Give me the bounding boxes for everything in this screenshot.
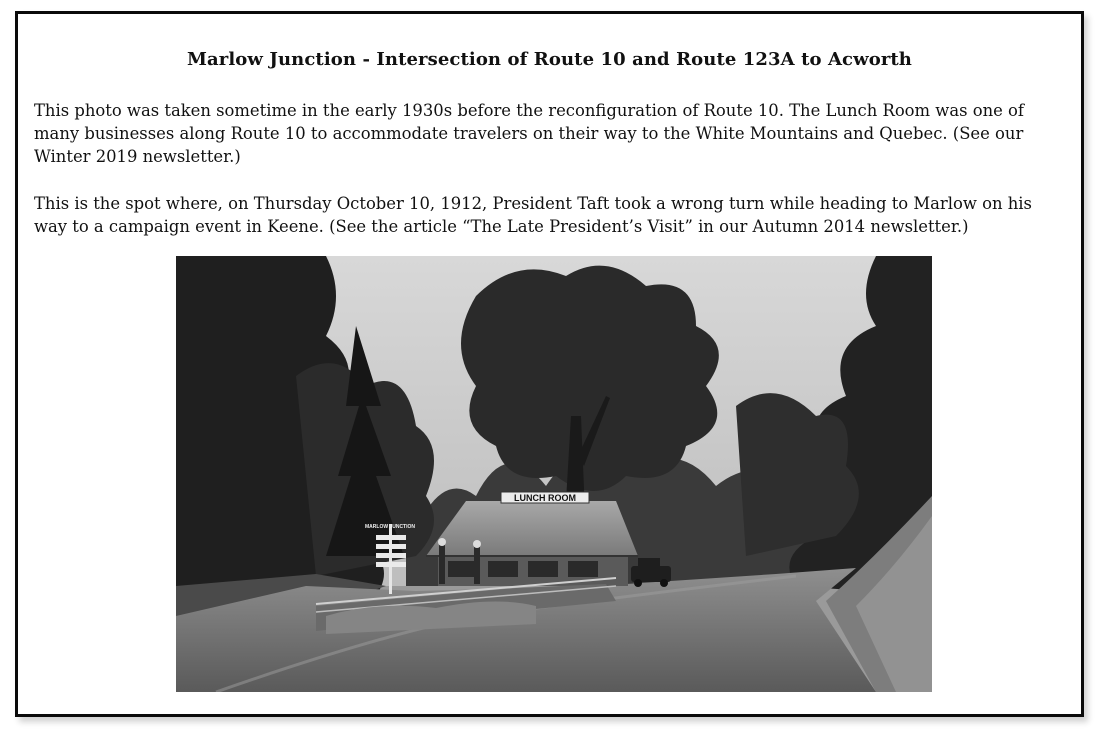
paragraph-taft-visit: This is the spot where, on Thursday October 10, 1912, President Taft took a wrong turn while heading to Marlow on his way to a campaign event in Keene. (See the article “The Late President’s Visit” in our Autumn 2014 newsletter.) — [34, 194, 1032, 236]
signpost-header-text: MARLOW JUNCTION — [365, 524, 415, 530]
historic-photo — [176, 256, 932, 692]
paragraph-photo-description: This photo was taken sometime in the early 1930s before the reconfiguration of Route 10. The Lunch Room was one of many businesses along Route 10 to accommodate travelers on their way to the White Mountains and Quebec. (See our Winter 2019 newsletter.) — [34, 101, 1024, 166]
page-title: Marlow Junction - Intersection of Route 10 and Route 123A to Acworth — [187, 49, 912, 70]
building-sign-text: LUNCH ROOM — [514, 493, 576, 503]
document-frame — [15, 11, 1084, 717]
